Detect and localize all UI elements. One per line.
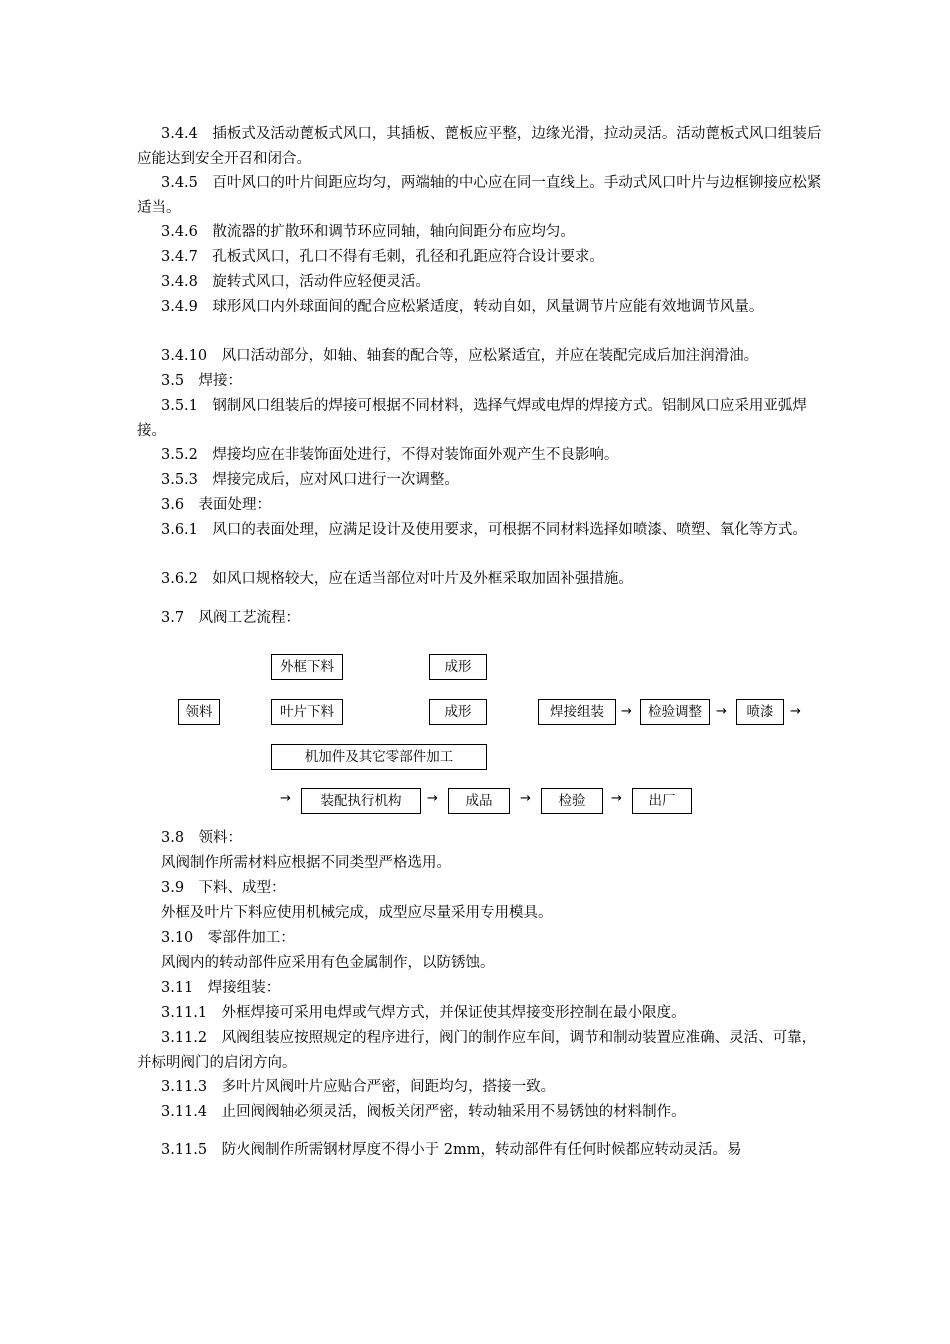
- para-3-5-1: 3.5.1 钢制风口组装后的焊接可根据不同材料，选择气焊或电焊的焊接方式。铝制风口应采用亚弧焊接。: [137, 398, 807, 439]
- para-3-10-body: 风阀内的转动部件应采用有色金属制作，以防锈蚀。: [161, 955, 495, 971]
- para-3-4-5: 3.4.5 百叶风口的叶片间距应均匀，两端轴的中心应在同一直线上。手动式风口叶片与边框铆接应松紧适当。: [137, 175, 822, 216]
- box-blade-cut: 叶片下料: [271, 699, 343, 725]
- para-3-11-4: 3.11.4 止回阀阀轴必须灵活，阀板关闭严密，转动轴采用不易锈蚀的材料制作。: [161, 1104, 686, 1120]
- box-finished-product: 成品: [448, 788, 510, 814]
- para-3-11-2: 3.11.2 风阀组装应按照规定的程序进行，阀门的制作应车间，调节和制动装置应准确、灵活、可靠，并标明阀门的启闭方向。: [137, 1030, 817, 1071]
- heading-3-10: 3.10 零部件加工：: [161, 930, 295, 946]
- heading-3-6: 3.6 表面处理：: [161, 497, 272, 513]
- box-weld-assemble: 焊接组装: [538, 699, 616, 725]
- para-3-8-body: 风阀制作所需材料应根据不同类型严格选用。: [161, 855, 451, 871]
- heading-3-8: 3.8 领料：: [161, 830, 243, 846]
- box-machining: 机加件及其它零部件加工: [271, 744, 487, 770]
- arrow-icon: →: [790, 704, 801, 719]
- box-leave-factory: 出厂: [632, 788, 692, 814]
- box-inspect-adjust: 检验调整: [640, 699, 710, 725]
- para-3-4-4: 3.4.4 插板式及活动蓖板式风口，其插板、蓖板应平整，边缘光滑，拉动灵活。活动蓖板式风口组装后应能达到安全开召和闭合。: [137, 126, 822, 167]
- heading-3-9: 3.9 下料、成型：: [161, 880, 286, 896]
- para-3-5-2: 3.5.2 焊接均应在非装饰面处进行，不得对装饰面外观产生不良影响。: [161, 447, 619, 463]
- arrow-icon: →: [716, 704, 727, 719]
- box-inspection: 检验: [541, 788, 603, 814]
- para-3-4-8: 3.4.8 旋转式风口，活动件应轻便灵活。: [161, 274, 430, 290]
- para-3-9-body: 外框及叶片下料应使用机械完成，成型应尽量采用专用模具。: [161, 905, 553, 921]
- heading-3-5: 3.5 焊接：: [161, 373, 243, 389]
- para-3-6-2: 3.6.2 如风口规格较大，应在适当部位对叶片及外框采取加固补强措施。: [161, 571, 633, 587]
- arrow-icon: →: [611, 791, 622, 806]
- box-receive-material: 领料: [178, 699, 220, 725]
- arrow-icon: →: [520, 791, 531, 806]
- box-outer-frame-cut: 外框下料: [271, 654, 343, 680]
- box-assemble-actuator: 装配执行机构: [301, 788, 421, 814]
- arrow-icon: →: [621, 704, 632, 719]
- para-3-11-5: 3.11.5 防火阀制作所需钢材厚度不得小于 2mm，转动部件有任何时候都应转动灵活。易: [161, 1142, 742, 1158]
- arrow-icon: →: [427, 791, 438, 806]
- box-forming-2: 成形: [429, 699, 487, 725]
- heading-3-7: 3.7 风阀工艺流程：: [161, 610, 301, 626]
- para-3-6-1: 3.6.1 风口的表面处理，应满足设计及使用要求，可根据不同材料选择如喷漆、喷塑、氧化等方式。: [161, 522, 807, 538]
- box-spray-paint: 喷漆: [736, 699, 784, 725]
- para-3-4-6: 3.4.6 散流器的扩散环和调节环应同轴，轴向间距分布应均匀。: [161, 224, 575, 240]
- para-3-11-1: 3.11.1 外框焊接可采用电焊或气焊方式，并保证使其焊接变形控制在最小限度。: [161, 1005, 686, 1021]
- arrow-icon: →: [280, 791, 291, 806]
- box-forming-1: 成形: [429, 654, 487, 680]
- para-3-4-7: 3.4.7 孔板式风口，孔口不得有毛刺，孔径和孔距应符合设计要求。: [161, 249, 604, 265]
- para-3-11-3: 3.11.3 多叶片风阀叶片应贴合严密，间距均匀，搭接一致。: [161, 1079, 556, 1095]
- heading-3-11: 3.11 焊接组装：: [161, 980, 281, 996]
- para-3-5-3: 3.5.3 焊接完成后，应对风口进行一次调整。: [161, 472, 459, 488]
- para-3-4-9: 3.4.9 球形风口内外球面间的配合应松紧适度，转动自如，风量调节片应能有效地调节风量。: [161, 299, 764, 315]
- para-3-4-10: 3.4.10 风口活动部分，如轴、轴套的配合等，应松紧适宜，并应在装配完成后加注润滑油。: [161, 348, 759, 364]
